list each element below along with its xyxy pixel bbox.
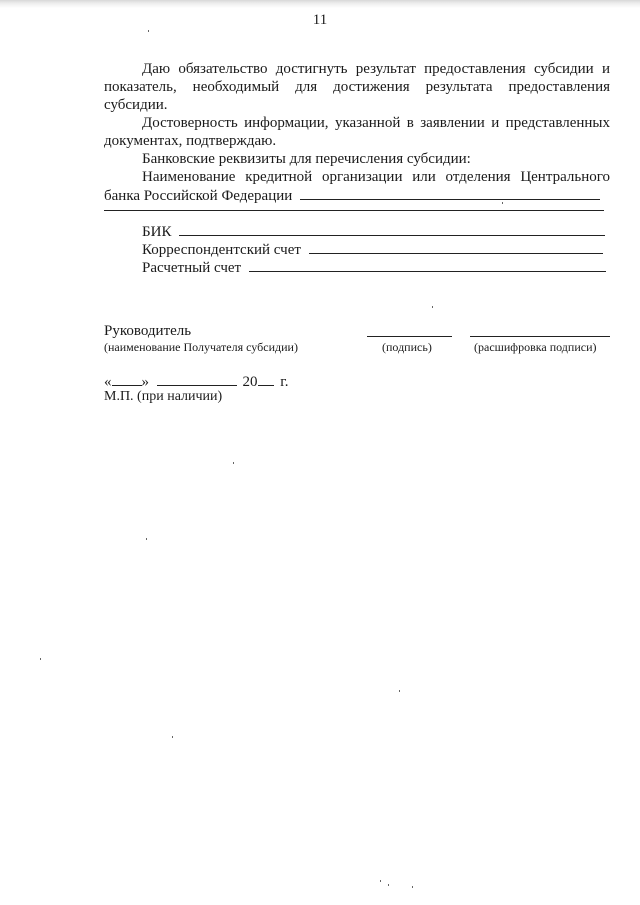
- commitment-line-1: Даю обязательство достигнуть результат предоставления субсидии и: [142, 61, 610, 77]
- decode-caption: (расшифровка подписи): [474, 340, 597, 354]
- settlement-account-label: Расчетный счет: [142, 260, 242, 276]
- scan-speck: [502, 202, 503, 204]
- scan-speck: [412, 886, 413, 888]
- commitment-line-3: субсидии.: [104, 97, 168, 113]
- sign-caption: (подпись): [382, 340, 432, 354]
- reliability-line-1: Достоверность информации, указанной в заявлении и представленных: [142, 115, 610, 131]
- corr-account-label: Корреспондентский счет: [142, 242, 301, 258]
- scan-speck: [399, 690, 400, 692]
- scan-speck: [172, 736, 173, 738]
- bank-heading: Банковские реквизиты для перечисления субсидии:: [142, 151, 471, 167]
- scan-edge: [0, 0, 640, 8]
- scan-speck: [388, 884, 389, 886]
- corr-account-row: [142, 240, 603, 259]
- bank-name-line-2: банка Российской Федерации: [104, 188, 293, 204]
- bank-name-blank[interactable]: [300, 186, 600, 200]
- scan-speck: [40, 658, 41, 660]
- scan-speck: [380, 880, 381, 882]
- org-caption: (наименование Получателя субсидии): [104, 340, 298, 354]
- scan-speck: [233, 462, 234, 464]
- year-prefix: 20: [242, 374, 258, 390]
- scan-speck: [432, 306, 433, 308]
- stamp-note: М.П. (при наличии): [104, 389, 223, 404]
- signature-blank[interactable]: [367, 336, 452, 337]
- bik-label: БИК: [142, 224, 172, 240]
- reliability-line-2: документах, подтверждаю.: [104, 133, 277, 149]
- month-blank[interactable]: [157, 372, 237, 386]
- year-suffix: г.: [280, 374, 289, 390]
- scan-speck: [148, 30, 149, 32]
- bank-name-blank-continued[interactable]: [104, 210, 604, 211]
- date-close-quote: »: [141, 374, 149, 390]
- bik-row: [142, 222, 605, 241]
- year-blank[interactable]: [258, 372, 274, 386]
- bik-blank[interactable]: [179, 222, 605, 236]
- date-open-quote: «: [104, 374, 112, 390]
- settlement-account-row: [142, 258, 606, 277]
- page-number: 11: [312, 12, 328, 28]
- bank-name-line-1: Наименование кредитной организации или отделения Центрального: [142, 169, 610, 185]
- bank-name-row: [104, 186, 600, 205]
- commitment-line-2: показатель, необходимый для достижения результата предоставления: [104, 79, 610, 95]
- head-label: Руководитель: [104, 323, 192, 339]
- corr-account-blank[interactable]: [309, 240, 603, 254]
- scan-speck: [146, 538, 147, 540]
- signature-decode-blank[interactable]: [470, 336, 610, 337]
- day-blank[interactable]: [112, 372, 142, 386]
- settlement-account-blank[interactable]: [249, 258, 606, 272]
